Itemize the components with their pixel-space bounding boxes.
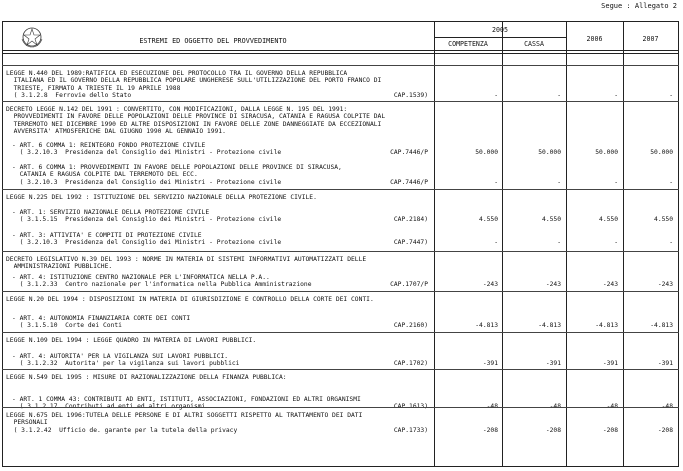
row-text-line: ( 3.1.2.8 Ferrovie dello Stato <box>6 92 132 100</box>
value-2006: -4.813 <box>595 322 618 330</box>
value-2006: - <box>614 239 618 247</box>
row-text-line: LEGGE N.109 DEL 1994 : LEGGE QUADRO IN MATERIA DI LAVORI PUBBLICI. <box>6 337 257 344</box>
row-divider <box>2 332 679 333</box>
row-text-line: - ART. 1 COMMA 43: CONTRIBUTI AD ENTI, ISTITUTI, ASSOCIAZIONI, FONDAZIONI ED ALTRI ORGANISMI <box>12 396 361 403</box>
value-2007: - <box>669 239 673 247</box>
row-text-line: ( 3.2.10.3 Presidenza del Consiglio dei Ministri - Protezione civile <box>12 178 282 186</box>
cassa-value: 50.000 <box>538 149 561 157</box>
chapter-code: CAP.1539) <box>393 92 428 100</box>
value-2006: - <box>614 92 618 100</box>
row-text-line: - ART. 6 COMMA 1: PROVVEDIMENTI IN FAVORE DELLE POPOLAZIONI DELLE PROVINCE DI SIRACUSA, <box>12 164 342 171</box>
competenza-value: -243 <box>482 281 498 289</box>
competenza-value: - <box>494 239 498 247</box>
row-text-line: LEGGE N.549 DEL 1995 : MISURE DI RAZIONALIZZAZIONE DELLA FINANZA PUBBLICA: <box>6 374 287 381</box>
value-2007: - <box>669 178 673 186</box>
row-divider <box>2 101 679 102</box>
value-2007: -208 <box>657 426 673 434</box>
value-2006: 4.550 <box>599 216 618 224</box>
row-text-line: ( 3.1.2.32 Autorita' per la vigilanza sui lavori pubblici <box>12 360 240 368</box>
continuation-label: Segue : Allegato 2 <box>601 2 677 10</box>
row-text-line: AVVERSITA' ATMOSFERICHE DAL GIUGNO 1990 AL GENNAIO 1991. <box>6 128 226 136</box>
year-2005-header: 2005 <box>492 26 508 34</box>
row-text-line: ( 3.1.2.33 Centro nazionale per l'informatica nella Pubblica Amministrazione <box>12 281 312 289</box>
row-text-line: ( 3.1.5.10 Corte dei Conti <box>12 322 122 330</box>
cassa-value: - <box>557 239 561 247</box>
row-text-line: ( 3.1.5.15 Presidenza del Consiglio dei Ministri - Protezione civile <box>12 216 282 224</box>
row-text-line: PERSONALI <box>6 419 48 427</box>
chapter-code: CAP.1707/P <box>390 281 428 289</box>
value-2007: -4.813 <box>650 322 673 330</box>
row-text-line: AMMINISTRAZIONI PUBBLICHE. <box>6 263 113 271</box>
row-text-line: - ART. 1: SERVIZIO NAZIONALE DELLA PROTEZIONE CIVILE <box>12 209 210 216</box>
value-2007: 50.000 <box>650 149 673 157</box>
row-divider <box>2 369 679 370</box>
year-2007-header: 2007 <box>642 35 659 43</box>
value-2007: -391 <box>657 360 673 368</box>
row-text-line: - ART. 3: ATTIVITA' E COMPITI DI PROTEZIONE CIVILE <box>12 232 202 239</box>
row-text-line: ( 3.1.2.17 Contributi ad enti ed altri organismi <box>12 403 206 411</box>
row-text-line: - ART. 4: AUTONOMIA FINANZIARIA CORTE DEI CONTI <box>12 315 191 322</box>
row-text-line: ( 3.2.10.3 Presidenza del Consiglio dei Ministri - Protezione civile <box>12 149 282 157</box>
competenza-value: - <box>494 178 498 186</box>
value-2006: -48 <box>606 403 618 411</box>
cassa-header: CASSA <box>524 40 544 48</box>
value-2007: 4.550 <box>654 216 673 224</box>
row-text-line: DECRETO LEGGE N.142 DEL 1991 : CONVERTITO, CON MODIFICAZIONI, DALLA LEGGE N. 195 DEL 1991: <box>6 106 348 113</box>
value-2006: 50.000 <box>595 149 618 157</box>
row-divider <box>2 251 679 252</box>
competenza-value: 4.550 <box>479 216 498 224</box>
competenza-value: -48 <box>486 403 498 411</box>
cassa-value: -48 <box>549 403 561 411</box>
competenza-value: -208 <box>482 426 498 434</box>
cassa-value: -243 <box>545 281 561 289</box>
competenza-value: - <box>494 92 498 100</box>
chapter-code: CAP.7447) <box>393 239 428 247</box>
chapter-code: CAP.7446/P <box>390 149 428 157</box>
cassa-value: -4.813 <box>538 322 561 330</box>
row-divider <box>2 189 679 190</box>
row-text-line: - ART. 4: AUTORITA' PER LA VIGILANZA SUI LAVORI PUBBLICI. <box>12 353 229 360</box>
row-text-line: TRIESTE, FIRMATO A TRIESTE IL 19 APRILE 1988 <box>6 84 181 92</box>
value-2006: -208 <box>602 426 618 434</box>
row-text-line: ITALIANA ED IL GOVERNO DELLA REPUBBLICA POPOLARE UNGHERESE SULL'UTILIZZAZIONE DEL PORTO FRANCO DI <box>6 77 382 85</box>
row-divider <box>2 291 679 292</box>
row-text-line: ( 3.1.2.42 Ufficio de. garante per la tutela della privacy <box>6 426 238 434</box>
row-divider <box>2 65 679 66</box>
row-divider <box>2 407 679 408</box>
chapter-code: CAP.2184) <box>393 216 428 224</box>
emblem-icon <box>19 25 45 49</box>
value-2007: - <box>669 92 673 100</box>
competenza-value: 50.000 <box>475 149 498 157</box>
row-text-line: LEGGE N.675 DEL 1996:TUTELA DELLE PERSONE E DI ALTRI SOGGETTI RISPETTO AL TRATTAMENTO DEI DATI <box>6 412 363 419</box>
chapter-code: CAP.1733) <box>393 426 428 434</box>
cassa-value: 4.550 <box>542 216 561 224</box>
cassa-value: -208 <box>545 426 561 434</box>
row-text-line: - ART. 6 COMMA 1: REINTEGRO FONDO PROTEZIONE CIVILE <box>12 142 206 149</box>
row-text-line: PROVVEDIMENTI IN FAVORE DELLE POPOLAZIONI DELLE PROVINCE DI SIRACUSA, CATANIA E RAGUSA COLPITE DAL <box>6 113 386 121</box>
row-text-line: TERREMOTO NEI DICEMBRE 1990 ED ALTRE DISPOSIZIONI IN FAVORE DELLE ZONE DANNEGGIATE DA ECCEZIONALI <box>6 120 382 128</box>
row-text-line: CATANIA E RAGUSA COLPITE DAL TERREMOTO DEL ECC. <box>12 171 198 179</box>
value-2006: -391 <box>602 360 618 368</box>
year-2006-header: 2006 <box>586 35 603 43</box>
value-2006: - <box>614 178 618 186</box>
chapter-code: CAP.1613) <box>393 403 428 411</box>
table-title: ESTREMI ED OGGETTO DEL PROVVEDIMENTO <box>139 37 287 45</box>
chapter-code: CAP.7446/P <box>390 178 428 186</box>
row-text-line: ( 3.2.10.3 Presidenza del Consiglio dei Ministri - Protezione civile <box>12 239 282 247</box>
value-2007: -243 <box>657 281 673 289</box>
row-text-line: LEGGE N.225 DEL 1992 : ISTITUZIONE DEL SERVIZIO NAZIONALE DELLA PROTEZIONE CIVILE. <box>6 194 317 201</box>
cassa-value: - <box>557 92 561 100</box>
cassa-value: -391 <box>545 360 561 368</box>
value-2007: -48 <box>661 403 673 411</box>
value-2006: -243 <box>602 281 618 289</box>
row-text-line: DECRETO LEGISLATIVO N.39 DEL 1993 : NORME IN MATERIA DI SISTEMI INFORMATIVI AUTOMATIZZATI DELLE <box>6 256 367 263</box>
row-text-line: LEGGE N.440 DEL 1989:RATIFICA ED ESECUZIONE DEL PROTOCOLLO TRA IL GOVERNO DELLA REPUBBLICA <box>6 70 348 77</box>
cassa-value: - <box>557 178 561 186</box>
competenza-value: -391 <box>482 360 498 368</box>
chapter-code: CAP.2160) <box>393 322 428 330</box>
competenza-header: COMPETENZA <box>448 40 488 48</box>
competenza-value: -4.813 <box>475 322 498 330</box>
chapter-code: CAP.1702) <box>393 360 428 368</box>
row-text-line: LEGGE N.20 DEL 1994 : DISPOSIZIONI IN MATERIA DI GIURISDIZIONE E CONTROLLO DELLA CORTE DEI CONTI. <box>6 296 374 303</box>
row-text-line: - ART. 4: ISTITUZIONE CENTRO NAZIONALE PER L'INFORMATICA NELLA P.A.. <box>12 274 270 281</box>
